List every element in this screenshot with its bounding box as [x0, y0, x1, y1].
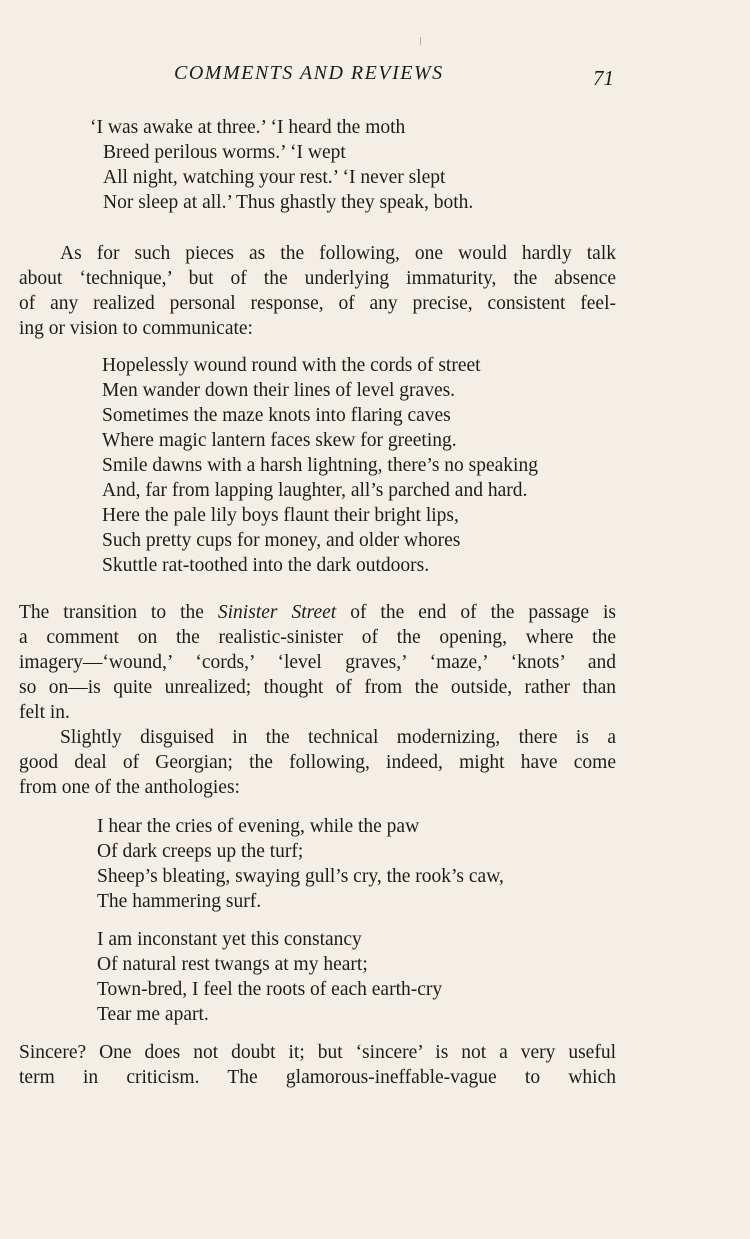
paragraph-line: about ‘technique,’ but of the underlying immaturity, the absence — [19, 268, 616, 289]
verse-line: Here the pale lily boys flaunt their bright lips, — [102, 505, 459, 526]
verse-block-2 — [102, 353, 538, 578]
verse-line: Smile dawns with a harsh lightning, there’s no speaking — [102, 455, 538, 476]
verse-line: I hear the cries of evening, while the paw — [97, 816, 420, 837]
verse-line: Breed perilous worms.’ ‘I wept — [103, 142, 346, 163]
paragraph-line: good deal of Georgian; the following, indeed, might have come — [19, 752, 616, 773]
paragraph-1 — [19, 241, 616, 341]
verse-line: I am inconstant yet this constancy — [97, 929, 362, 950]
verse-line: And, far from lapping laughter, all’s parched and hard. — [102, 480, 528, 501]
verse-line: Sometimes the maze knots into flaring caves — [102, 405, 451, 426]
paragraph-line: term in criticism. The glamorous-ineffable-vague to which — [19, 1067, 616, 1088]
verse-block-1 — [90, 115, 473, 215]
paragraph-line: so on—is quite unrealized; thought of from the outside, rather than — [19, 677, 616, 698]
paragraph-2 — [19, 600, 616, 725]
paragraph-line: a comment on the realistic-sinister of the opening, where the — [19, 627, 616, 648]
verse-line: Nor sleep at all.’ Thus ghastly they speak, both. — [103, 192, 474, 213]
verse-line: ‘I was awake at three.’ ‘I heard the moth — [90, 117, 406, 138]
paragraph-line: felt in. — [19, 702, 70, 723]
paragraph-line: As for such pieces as the following, one would hardly talk — [60, 243, 616, 264]
verse-line: Tear me apart. — [97, 1004, 209, 1025]
verse-line: Skuttle rat-toothed into the dark outdoors. — [102, 555, 430, 576]
page-number: 71 — [593, 66, 614, 90]
text-run: of the end of the passage is — [350, 602, 617, 623]
book-title: Sinister Street — [217, 602, 337, 623]
paragraph-line: of any realized personal response, of any precise, consistent feel- — [19, 293, 616, 314]
verse-line: Of dark creeps up the turf; — [97, 841, 304, 862]
paragraph-line: Sincere? One does not doubt it; but ‘sincere’ is not a very useful — [19, 1042, 616, 1063]
verse-line: All night, watching your rest.’ ‘I never slept — [103, 167, 446, 188]
running-head: COMMENTS AND REVIEWS — [174, 62, 444, 84]
verse-line: Hopelessly wound round with the cords of street — [102, 355, 481, 376]
verse-line: Of natural rest twangs at my heart; — [97, 954, 368, 975]
verse-block-4 — [97, 927, 442, 1027]
paragraph-line: ing or vision to communicate: — [19, 318, 253, 339]
paragraph-4 — [19, 1040, 616, 1090]
paragraph-line — [19, 600, 616, 625]
verse-line: The hammering surf. — [97, 891, 262, 912]
page-mark — [420, 37, 421, 45]
verse-line: Men wander down their lines of level graves. — [102, 380, 456, 401]
text-run: The transition to the — [19, 602, 204, 623]
verse-line: Such pretty cups for money, and older whores — [102, 530, 461, 551]
paragraph-line: Slightly disguised in the technical modernizing, there is a — [60, 727, 616, 748]
paragraph-3 — [19, 725, 616, 800]
verse-line: Town-bred, I feel the roots of each earth-cry — [97, 979, 443, 1000]
verse-line: Where magic lantern faces skew for greeting. — [102, 430, 457, 451]
paragraph-line: imagery—‘wound,’ ‘cords,’ ‘level graves,’ ‘maze,’ ‘knots’ and — [19, 652, 616, 673]
verse-block-3 — [97, 814, 504, 914]
verse-line: Sheep’s bleating, swaying gull’s cry, the rook’s caw, — [97, 866, 504, 887]
paragraph-line: from one of the anthologies: — [19, 777, 240, 798]
